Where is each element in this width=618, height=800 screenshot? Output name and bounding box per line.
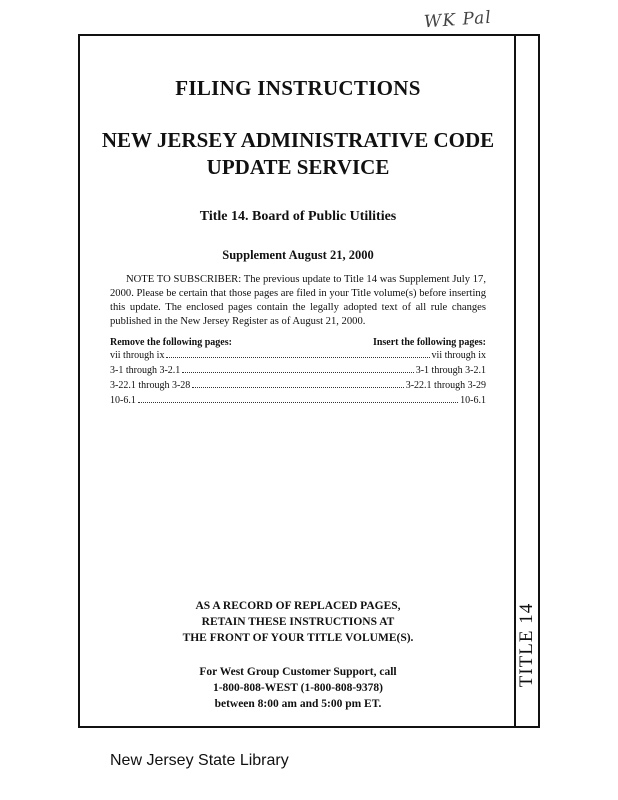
insert-pages: 10-6.1	[460, 395, 486, 406]
support-hours: between 8:00 am and 5:00 pm ET.	[214, 698, 382, 710]
remove-pages: 3-22.1 through 3-28	[110, 380, 191, 391]
instructions-content	[101, 40, 495, 408]
insert-pages: 3-22.1 through 3-29	[405, 380, 486, 391]
library-caption: New Jersey State Library	[110, 752, 289, 769]
leader-dots	[192, 378, 403, 388]
support-line1: For West Group Customer Support, call	[199, 666, 397, 678]
insert-pages: vii through ix	[431, 350, 486, 361]
leader-dots	[138, 393, 458, 403]
insert-pages: 3-1 through 3-2.1	[415, 365, 486, 376]
tab-label: TITLE 14	[516, 602, 537, 688]
handwritten-note: WK Pal	[423, 7, 493, 33]
record-notice	[110, 598, 486, 646]
page-row	[110, 378, 486, 393]
remove-pages: 3-1 through 3-2.1	[110, 365, 181, 376]
remove-pages: 10-6.1	[110, 395, 136, 406]
page-row	[110, 348, 486, 363]
remove-header: Remove the following pages:	[110, 337, 232, 348]
subscriber-note: NOTE TO SUBSCRIBER: The previous update to Title 14 was Supplement July 17, 2000. Please be certain that those pages are filed in your Title volume(s) before inserting this update. The enclosed pages contain the legally adopted text of all rule changes published in the New Jersey Register as of August 21, 2000.	[110, 274, 486, 327]
page-row	[110, 393, 486, 408]
record-line1: AS A RECORD OF REPLACED PAGES,	[195, 600, 401, 612]
record-line3: THE FRONT OF YOUR TITLE VOLUME(S).	[182, 632, 414, 644]
support-phone: 1-800-808-WEST (1-800-808-9378)	[212, 682, 384, 694]
support-info	[110, 664, 486, 712]
record-line2: RETAIN THESE INSTRUCTIONS AT	[201, 616, 395, 628]
supplement-date: Supplement August 21, 2000	[222, 248, 374, 262]
leader-dots	[166, 348, 429, 358]
page-title: FILING INSTRUCTIONS	[175, 76, 421, 100]
leader-dots	[182, 363, 413, 373]
code-title-line1: NEW JERSEY ADMINISTRATIVE CODE	[101, 128, 495, 152]
code-title	[98, 127, 498, 181]
pages-header	[110, 337, 486, 348]
insert-header: Insert the following pages:	[372, 337, 486, 348]
code-title-line2: UPDATE SERVICE	[206, 155, 390, 179]
page-row	[110, 363, 486, 378]
remove-pages: vii through ix	[110, 350, 165, 361]
title-subject: Title 14. Board of Public Utilities	[199, 209, 397, 224]
